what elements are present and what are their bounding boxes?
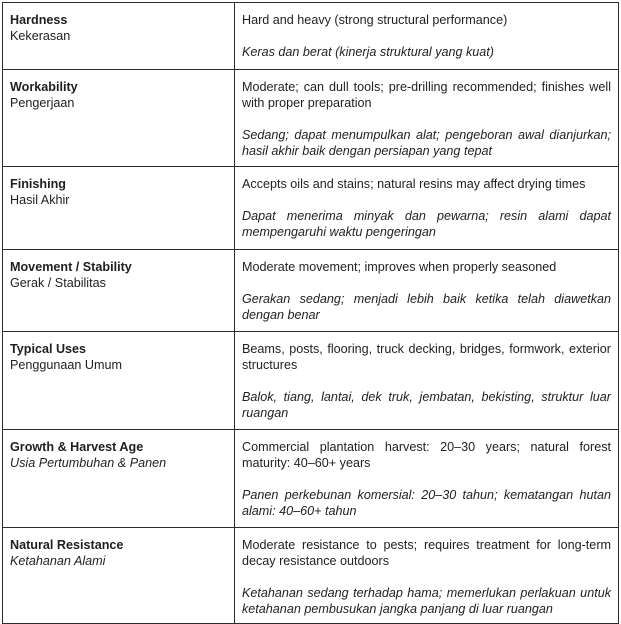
- table-row-movement-stability: [3, 250, 619, 332]
- property-value-cell: [235, 528, 619, 624]
- property-name-id: Penggunaan Umum: [10, 358, 123, 372]
- property-name-en: Typical Uses: [10, 342, 87, 356]
- property-value-en: Moderate; can dull tools; pre-drilling recommended; finishes well with proper preparation: [242, 80, 611, 110]
- property-label-cell: [3, 3, 235, 70]
- property-value-en: Commercial plantation harvest: 20–30 years; natural forest maturity: 40–60+ years: [242, 440, 611, 470]
- property-name-id: Usia Pertumbuhan & Panen: [10, 456, 167, 470]
- property-value-id: Balok, tiang, lantai, dek truk, jembatan, bekisting, struktur luar ruangan: [242, 390, 611, 420]
- property-name-en: Natural Resistance: [10, 538, 124, 552]
- table-row-hardness: [3, 3, 619, 70]
- property-label-cell: [3, 430, 235, 528]
- property-value-cell: [235, 430, 619, 528]
- property-value-en: Beams, posts, flooring, truck decking, bridges, formwork, exterior structures: [242, 342, 611, 372]
- property-value-en: Hard and heavy (strong structural performance): [242, 13, 508, 27]
- property-value-id: Panen perkebunan komersial: 20–30 tahun; kematangan hutan alami: 40–60+ tahun: [242, 488, 611, 518]
- property-value-en: Moderate resistance to pests; requires treatment for long-term decay resistance outdoors: [242, 538, 611, 568]
- property-value-cell: [235, 167, 619, 250]
- table-row-finishing: [3, 167, 619, 250]
- property-value-id: Gerakan sedang; menjadi lebih baik ketika telah diawetkan dengan benar: [242, 292, 611, 322]
- property-name-id: Ketahanan Alami: [10, 554, 106, 568]
- property-value-en: Moderate movement; improves when properly seasoned: [242, 260, 557, 274]
- table-row-natural-resistance: [3, 528, 619, 624]
- property-name-id: Hasil Akhir: [10, 193, 70, 207]
- property-value-cell: [235, 70, 619, 167]
- property-value-id: Ketahanan sedang terhadap hama; memerlukan perlakuan untuk ketahanan pembusukan jangka panjang di luar ruangan: [242, 586, 611, 616]
- property-label-cell: [3, 528, 235, 624]
- property-name-id: Gerak / Stabilitas: [10, 276, 106, 290]
- table-row-workability: [3, 70, 619, 167]
- table-row-typical-uses: [3, 332, 619, 430]
- property-label-cell: [3, 167, 235, 250]
- property-name-en: Hardness: [10, 13, 68, 27]
- property-name-en: Growth & Harvest Age: [10, 440, 144, 454]
- property-value-id: Keras dan berat (kinerja struktural yang kuat): [242, 45, 494, 59]
- property-value-id: Sedang; dapat menumpulkan alat; pengeboran awal dianjurkan; hasil akhir baik dengan persiapan yang tepat: [242, 128, 611, 158]
- property-value-cell: [235, 250, 619, 332]
- property-name-en: Movement / Stability: [10, 260, 132, 274]
- property-name-id: Pengerjaan: [10, 96, 75, 110]
- property-value-cell: [235, 3, 619, 70]
- wood-properties-table: [2, 2, 619, 624]
- table-row-growth-harvest-age: [3, 430, 619, 528]
- property-label-cell: [3, 250, 235, 332]
- property-name-id: Kekerasan: [10, 29, 71, 43]
- property-value-id: Dapat menerima minyak dan pewarna; resin alami dapat mempengaruhi waktu pengeringan: [242, 209, 611, 239]
- property-value-en: Accepts oils and stains; natural resins may affect drying times: [242, 177, 586, 191]
- property-name-en: Finishing: [10, 177, 66, 191]
- property-label-cell: [3, 70, 235, 167]
- property-value-cell: [235, 332, 619, 430]
- property-label-cell: [3, 332, 235, 430]
- property-name-en: Workability: [10, 80, 78, 94]
